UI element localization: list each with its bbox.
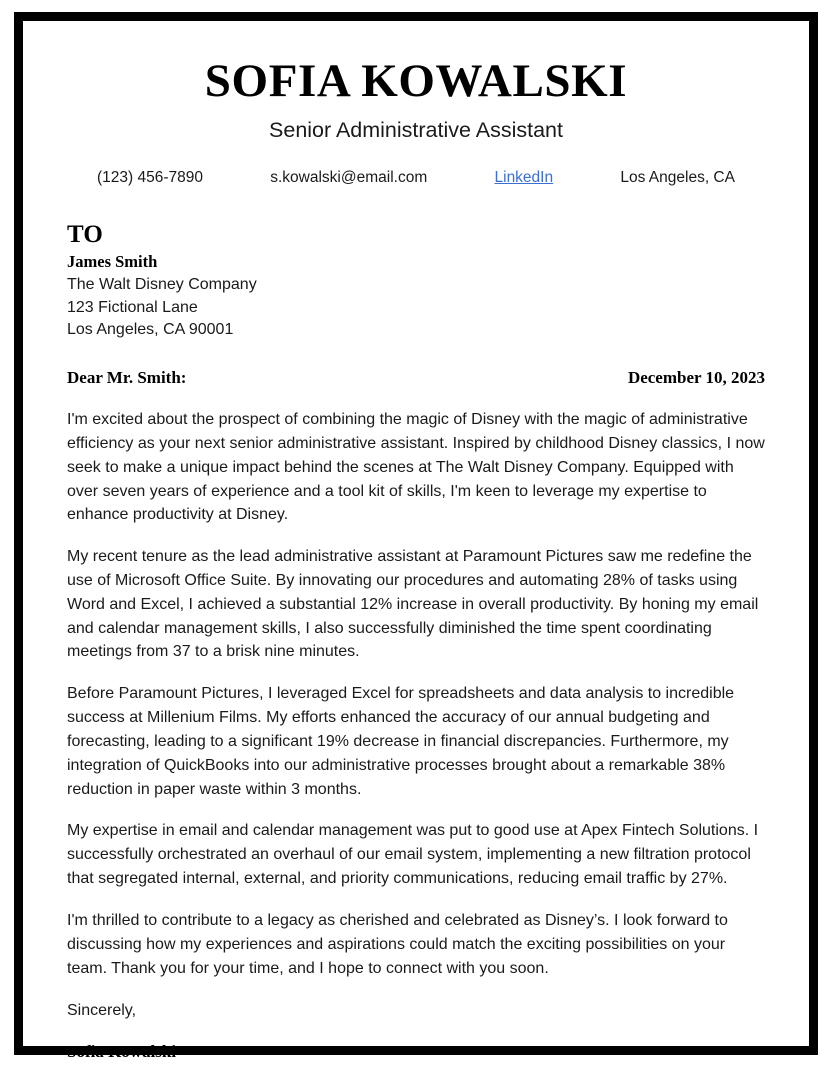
salutation: Dear Mr. Smith: [67, 368, 187, 388]
recipient-block [67, 221, 765, 342]
body-paragraph: Before Paramount Pictures, I leveraged Excel for spreadsheets and data analysis to incredible success at Millenium Films. My efforts enhanced the accuracy of our annual budgeting and forecasting, leading to a significant 19% decrease in financial discrepancies. Furthermore, my integration of QuickBooks into our administrative processes brought about a remarkable 38% reduction in paper waste within 3 months. [67, 685, 735, 798]
contact-linkedin-link[interactable]: LinkedIn [494, 168, 554, 186]
recipient-heading: TO [67, 220, 104, 248]
body-paragraph: My expertise in email and calendar management was put to good use at Apex Fintech Solutions. I successfully orchestrated an overhaul of our email system, implementing a new filtration protocol that segregated internal, external, and priority communications, reducing email traffic by 27%. [67, 822, 759, 888]
page-title: SOFIA KOWALSKI [204, 55, 628, 107]
contact-info-row [97, 169, 735, 187]
body-paragraph: I'm thrilled to contribute to a legacy as cherished and celebrated as Disney’s. I look forward to discussing how my experiences and aspirations could match the exciting possibilities on your team. Thank you for your time, and I hope to connect with you soon. [67, 911, 728, 977]
body-paragraph: My recent tenure as the lead administrative assistant at Paramount Pictures saw me redefine the use of Microsoft Office Suite. By innovating our procedures and automating 28% of tasks using Word and Excel, I achieved a substantial 12% increase in overall productivity. By honing my email and calendar management skills, I also successfully diminished the time spent coordinating meetings from 37 to a brisk nine minutes. [67, 548, 759, 661]
letter-page [23, 21, 809, 1062]
job-title-subtitle: Senior Administrative Assistant [269, 117, 563, 142]
salutation-row [67, 368, 765, 388]
recipient-street: 123 Fictional Lane [67, 298, 198, 316]
recipient-name: James Smith [67, 251, 158, 271]
contact-email: s.kowalski@email.com [270, 168, 428, 186]
contact-location: Los Angeles, CA [620, 168, 735, 186]
letter-page-border [14, 12, 818, 1062]
recipient-city-state-zip: Los Angeles, CA 90001 [67, 321, 234, 339]
recipient-company: The Walt Disney Company [67, 275, 257, 293]
signature-name: Sofia Kowalski [67, 1042, 177, 1062]
letter-body [67, 408, 765, 980]
letter-date: December 10, 2023 [627, 368, 765, 388]
body-paragraph: I'm excited about the prospect of combining the magic of Disney with the magic of administrative efficiency as your next senior administrative assistant. Inspired by childhood Disney classics, I now seek to make a unique impact behind the scenes at The Walt Disney Company. Equipped with over seven years of experience and a tool kit of skills, I'm keen to leverage my expertise to enhance productivity at Disney. [67, 411, 765, 524]
contact-phone: (123) 456-7890 [97, 168, 203, 186]
closing-salutation: Sincerely, [67, 1002, 137, 1020]
